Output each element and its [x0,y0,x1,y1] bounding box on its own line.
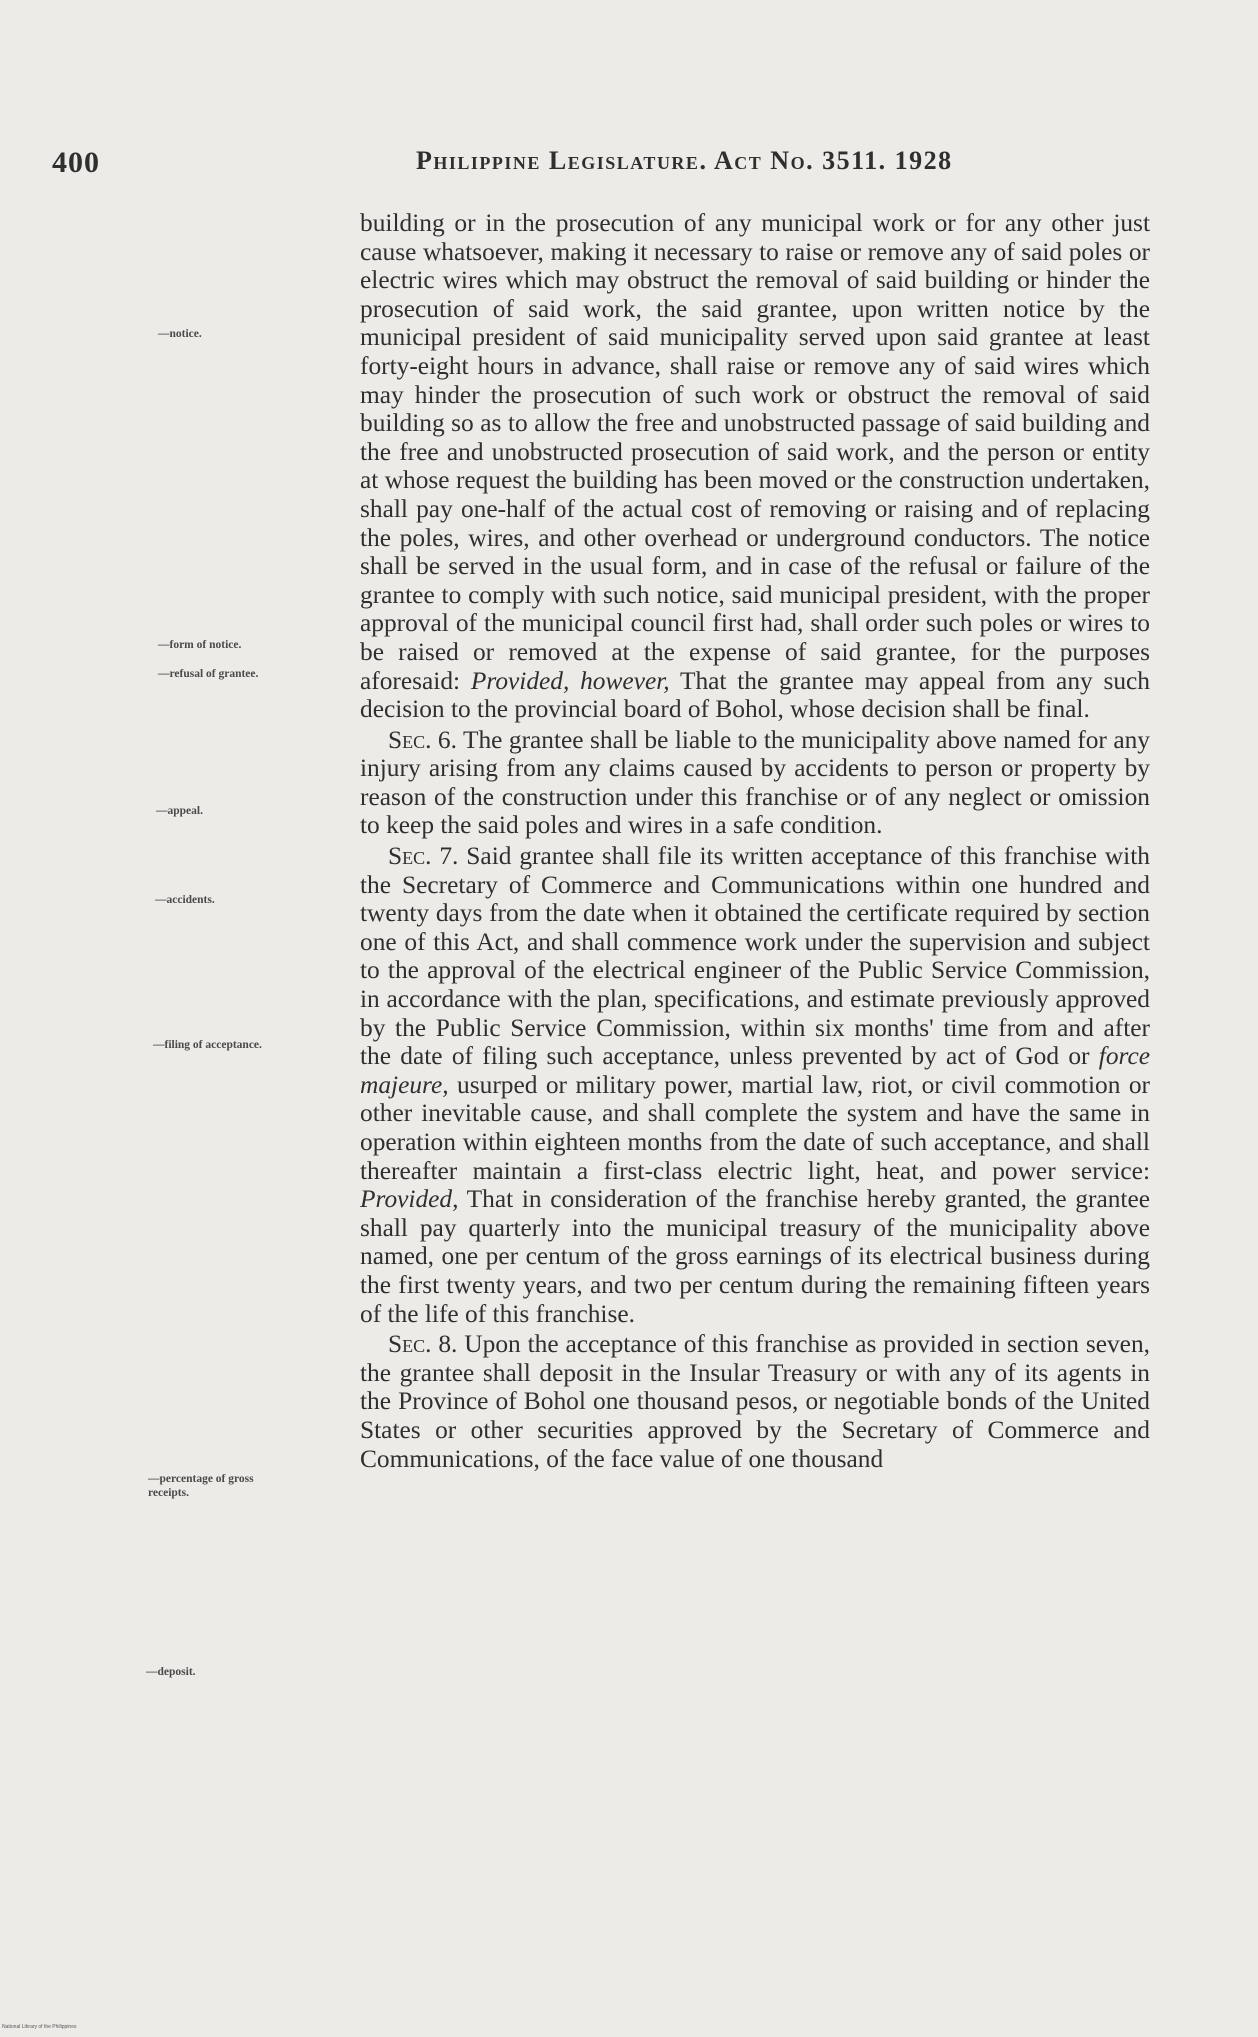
section-text: The grantee shall be liable to the municipality above named for any injury arising from any claims caused by accidents to person or property by reason of the construction under this franchise or of any neglect or omission to keep the said poles and wires in a safe condition. [360,725,1150,840]
proviso-italic: Provided, however, [470,666,670,695]
footer-stamp: National Library of the Philippines [2,2024,77,2030]
section-text: Said grantee shall file its written acceptance of this franchise with the Secretary of Commerce and Communications within one hundred and twenty days from the date when it obtained the certificate required by section one of this Act, and shall commence work under the supervision and subject to the approval of the electrical engineer of the Public Service Commission, in accordance with the plan, specifications, and estimate previously approved by the Public Service Commission, within six months' time from and after the date of filing such acceptance, unless prevented by act of God or [360,842,1150,1071]
page-header [52,146,1088,186]
margin-note-refusal-of-grantee: —refusal of grantee. [158,668,259,680]
body-text [360,209,1150,1473]
provided-italic: Provided, [360,1185,459,1214]
margin-note-deposit: —deposit. [146,1666,196,1678]
section-text: usurped or military power, martial law, riot, or civil commotion or other inevitable cause, and shall complete the system and have the same in operation within eighteen months from the date of such acceptance, and shall thereafter maintain a first-class electric light, heat, and power service: [360,1070,1150,1185]
paragraph-text: That the grantee may appeal from any such decision to the provincial board of Bohol, whose decision shall be final. [360,666,1151,724]
page-number: 400 [52,146,100,179]
force-majeure-italic: force majeure, [360,1042,1150,1099]
section-label: Sec. 8. [388,1330,458,1359]
margin-note-percentage-of-gross: —percentage of gross [148,1473,254,1485]
margin-note-filing-of-acceptance: —filing of acceptance. [153,1039,262,1051]
section-6 [360,726,1150,840]
paragraph-text: building or in the prosecution of any municipal work or for any other just cause whatsoever, making it necessary to raise or remove any of said poles or electric wires which may obstruct the removal of said building or hinder the prosecution of said work, the said grantee, upon written notice by the municipal president of said municipality served upon said grantee at least forty-eight hours in advance, shall raise or remove any of said wires which may hinder the prosecution of such work or obstruct the removal of said building so as to allow the free and unobstructed passage of said building and the free and unobstructed prosecution of said work, and the person or entity at whose request the building has been moved or the construction undertaken, shall pay one-half of the actual cost of removing or raising and of replacing the poles, wires, and other overhead or underground conductors. The notice shall be served in the usual form, and in case of the refusal or failure of the grantee to comply with such notice, said municipal president, with the proper approval of the municipal council first had, shall order such poles or wires to be raised or removed at the expense of said grantee, for the purposes aforesaid: [360,209,1150,695]
section-text: Upon the acceptance of this franchise as provided in section seven, the grantee shall deposit in the Insular Treasury or with any of its agents in the Province of Bohol one thousand pesos, or negotiable bonds of the United States or other securities approved by the Secretary of Commerce and Communications, of the face value of one thousand [360,1330,1150,1473]
paragraph-continuation [360,209,1150,724]
section-label: Sec. 6. [388,725,457,754]
running-head: Philippine Legislature. Act No. 3511. 1928 [416,146,953,175]
margin-note-appeal: —appeal. [156,805,203,817]
section-label: Sec. 7. [388,842,459,871]
section-text: That in consideration of the franchise hereby granted, the grantee shall pay quarterly into the municipal treasury of the municipality above named, one per centum of the gross earnings of its electrical business during the first twenty years, and two per centum during the remaining fifteen years of the life of this franchise. [360,1185,1150,1328]
section-7 [360,842,1150,1328]
margin-note-notice: —notice. [158,328,202,340]
margin-note-accidents: —accidents. [155,894,215,906]
section-8 [360,1330,1150,1473]
margin-note-form-of-notice: —form of notice. [158,639,242,651]
margin-note-receipts: receipts. [148,1487,189,1499]
